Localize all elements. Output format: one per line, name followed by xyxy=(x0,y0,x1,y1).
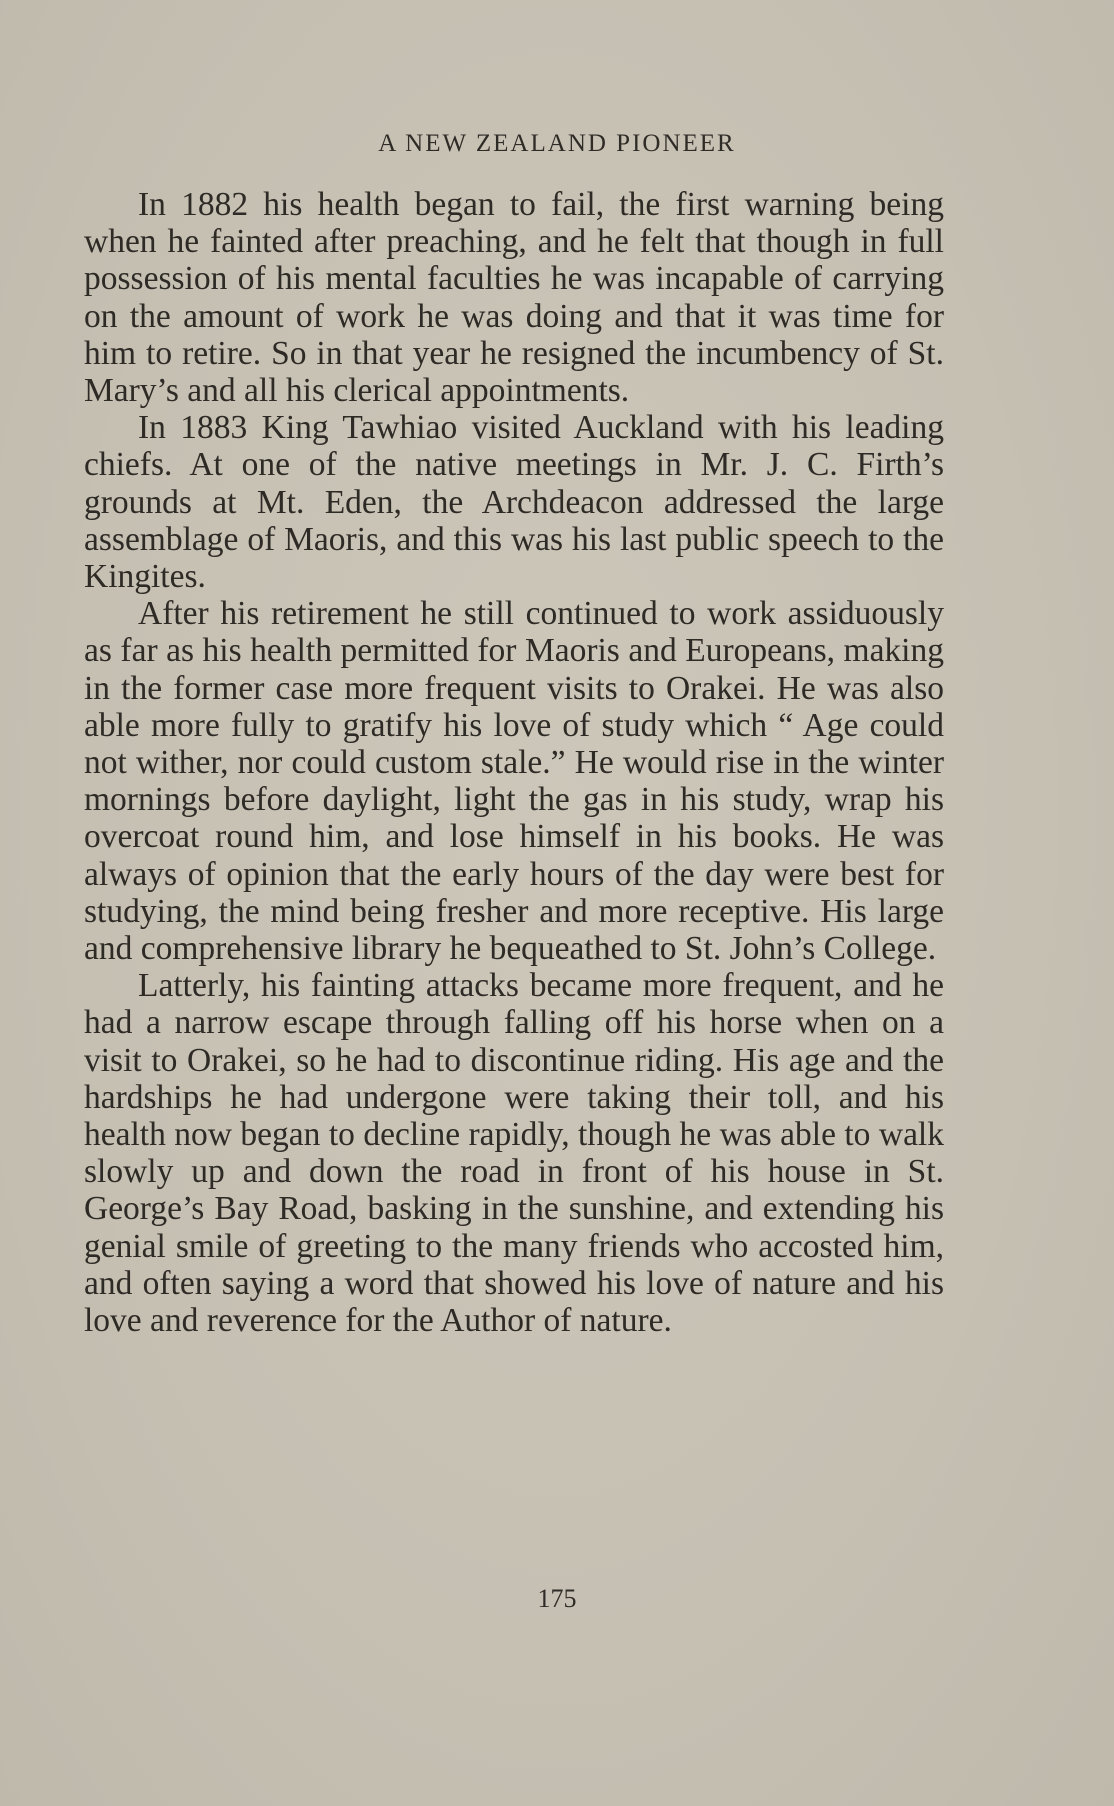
paragraph-1: In 1882 his health began to fail, the first warning being when he fainted after preaching, and he felt that though in full possession of his mental faculties he was incapable of carrying on the amount of work he was doing and that it was time for him to retire. So in that year he resigned the incumbency of St. Mary’s and all his clerical appointments. xyxy=(84,186,944,410)
paragraph-3: After his retirement he still continued to work assiduously as far as his health permitted for Maoris and Europeans, making in the former case more frequent visits to Orakei. He was also able more fully to gratify his love of study which “ Age could not wither, nor could custom stale.” He would rise in the winter mornings before daylight, light the gas in his study, wrap his overcoat round him, and lose himself in his books. He was always of opinion that the early hours of the day were best for studying, the mind being fresher and more receptive. His large and comprehensive library he bequeathed to St. John’s College. xyxy=(84,595,944,968)
body-text xyxy=(84,186,944,1339)
paragraph-2: In 1883 King Tawhiao visited Auckland with his leading chiefs. At one of the native meetings in Mr. J. C. Firth’s grounds at Mt. Eden, the Archdeacon addressed the large assemblage of Maoris, and this was his last public speech to the Kingites. xyxy=(84,409,944,596)
running-title: A NEW ZEALAND PIONEER xyxy=(378,130,736,157)
paragraph-4: Latterly, his fainting attacks became more frequent, and he had a narrow escape through falling off his horse when on a visit to Orakei, so he had to discontinue riding. His age and the hardships he had undergone were taking their toll, and his health now began to decline rapidly, though he was able to walk slowly up and down the road in front of his house in St. George’s Bay Road, basking in the sunshine, and extending his genial smile of greeting to the many friends who accosted him, and often saying a word that showed his love of nature and his love and reverence for the Author of nature. xyxy=(84,967,944,1340)
page-number: 175 xyxy=(537,1584,577,1613)
